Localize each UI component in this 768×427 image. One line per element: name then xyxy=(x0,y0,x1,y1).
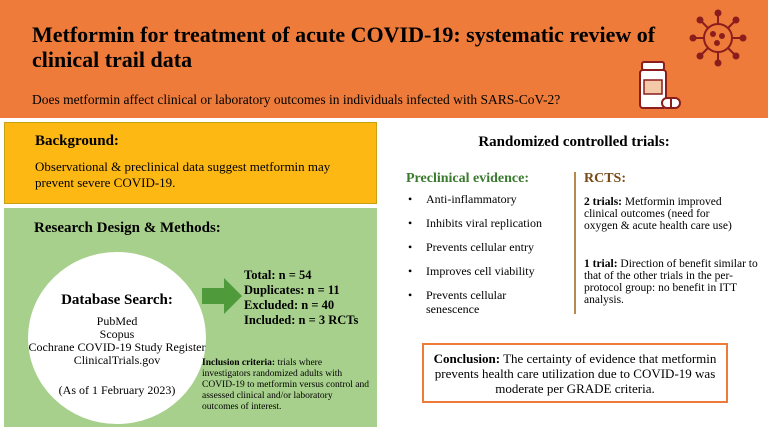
rct-title: Randomized controlled trials: xyxy=(478,134,670,150)
list-item: • Prevents cellular entry xyxy=(408,240,534,254)
research-design-title: Research Design & Methods: xyxy=(34,220,221,236)
background-text: Observational & preclinical data suggest metformin may prevent severe COVID-19. xyxy=(35,159,331,190)
count-included: Included: n = 3 RCTs xyxy=(244,313,359,327)
rcts-item: 1 trial: Direction of benefit similar to that of the other trials in the per-protocol group: no benefit in ITT analysis. xyxy=(584,258,758,306)
rcts-item: 2 trials: Metformin improved clinical outcomes (need for oxygen & acute health care use) xyxy=(584,196,732,232)
search-date: (As of 1 February 2023) xyxy=(58,383,176,397)
header-banner xyxy=(0,0,768,118)
conclusion-text: The certainty of evidence that metformin prevents health care utilization due to COVID-19 was moderate per GRADE criteria. xyxy=(434,351,717,396)
preclinical-list xyxy=(406,192,566,326)
database-source: PubMed xyxy=(96,314,138,328)
research-design-box xyxy=(4,208,377,427)
database-search-circle xyxy=(28,252,206,424)
database-source: ClinicalTrials.gov xyxy=(73,353,161,367)
database-source: Scopus xyxy=(99,327,135,341)
database-source: Cochrane COVID-19 Study Register xyxy=(28,340,206,354)
virus-icon xyxy=(688,8,748,68)
rcts-title: RCTS: xyxy=(584,171,627,186)
research-question: Does metformin affect clinical or laboratory outcomes in individuals infected with SARS-CoV-2? xyxy=(32,92,561,107)
count-total: Total: n = 54 xyxy=(244,268,312,282)
study-counts xyxy=(244,268,358,328)
list-item: • Prevents cellular senescence xyxy=(408,288,507,316)
page-title: Metformin for treatment of acute COVID-19: systematic review of clinical trail data xyxy=(32,22,656,72)
count-duplicates: Duplicates: n = 11 xyxy=(244,283,340,297)
list-item: • Improves cell viability xyxy=(408,264,535,278)
preclinical-title: Preclinical evidence: xyxy=(406,171,529,186)
list-item: • Anti-inflammatory xyxy=(408,192,517,206)
arrow-right-icon xyxy=(202,276,242,316)
column-divider xyxy=(574,172,576,314)
inclusion-text: trials where investigators randomized adults with COVID-19 to metformin versus control and assessed clinical and/or laboratory outcomes of interest. xyxy=(202,358,370,412)
inclusion-criteria xyxy=(202,358,370,413)
pill-bottle-icon xyxy=(638,60,682,112)
database-search-title: Database Search: xyxy=(61,292,173,308)
conclusion-box xyxy=(422,343,728,403)
list-item: • Inhibits viral replication xyxy=(408,216,542,230)
background-title: Background: xyxy=(35,133,119,149)
inclusion-label: Inclusion criteria: xyxy=(202,358,276,368)
background-box xyxy=(4,122,377,204)
conclusion-label: Conclusion: xyxy=(433,351,501,366)
count-excluded: Excluded: n = 40 xyxy=(244,298,335,312)
